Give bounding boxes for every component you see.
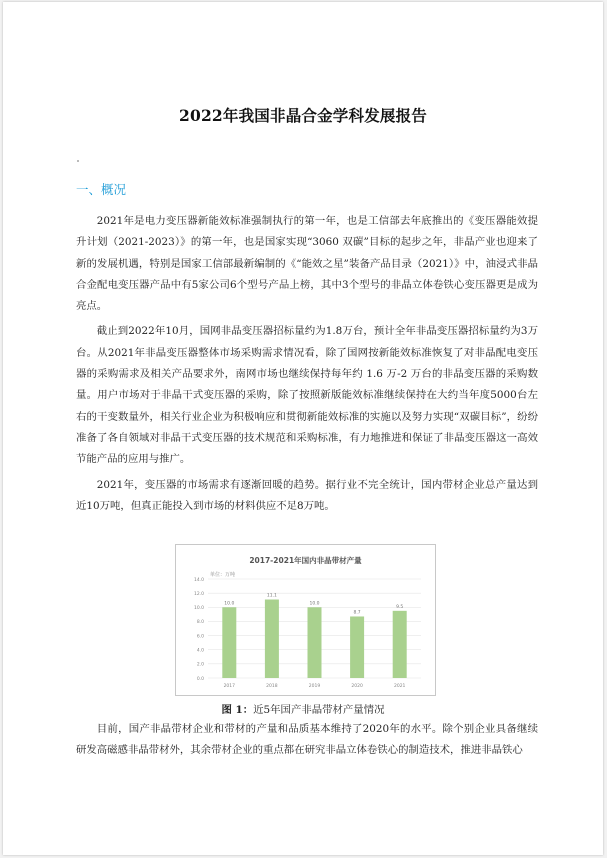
chart-title: 2017-2021年国内非晶带材产量 [249,556,362,565]
chart-x-tick-label: 2020 [351,684,363,689]
chart-data-label: 9.5 [396,604,404,610]
paragraph: 2021年，变压器的市场需求有逐渐回暖的趋势。据行业不完全统计，国内带材企业总产量达到近10万吨，但真正能投入到市场的材料供应不足8万吨。 [76,478,538,512]
chart-y-ticks [194,577,204,682]
chart-y-tick-label: 10.0 [193,606,204,612]
paragraph: 截止到2022年10月，国网非晶变压器招标量约为1.8万台，预计全年非晶变压器招标量约为3万台。从2021年非晶变压器整体市场采购需求情况看，除了国网按新能效标准恢复了对非晶配电变压器的采购需求及相关产品要求外，南网市场也继续保持每年约 1.6 万-2 万台的非晶变压器的采购数量。用户市场对于非晶干式变压器的采购，除了按照新版能效标准继续保持在大约当年度5000台左右的干变数量外，相关行业企业为积极响应和贯彻新能效标准的实施以及努力实现“双碳目标”，纷纷准备了各自领域对非晶干式变压器的技术规范和采购标准，有力地推进和保证了非晶变压器这一高效节能产品的应用与推广。 [76,325,538,466]
chart-bar [350,616,364,678]
decorative-dot [77,160,79,162]
chart-bar [393,611,407,678]
paragraph: 目前，国产非晶带材企业和带材的产量和品质基本维持了2020年的水平。除个别企业具备继续研发高磁感非晶带材外，其余带材企业的重点都在研究非晶立体卷铁心的制造技术，推进非晶铁心 [76,723,538,757]
chart-data-label: 10.0 [309,601,320,607]
chart-y-tick-label: 14.0 [193,577,204,583]
section-heading: 一、概况 [76,182,127,197]
chart-x-tick-label: 2017 [223,684,236,689]
chart-bar [222,607,236,678]
chart-bars [222,600,406,678]
chart-x-tick-label: 2021 [393,684,406,689]
chart-y-axis-label: 单位：万吨 [210,572,236,578]
chart-data-label: 10.0 [224,601,235,607]
bar-chart [175,544,436,696]
chart-y-tick-label: 6.0 [196,634,204,640]
chart-x-tick-label: 2018 [266,684,278,689]
figure-caption [3,701,603,716]
chart-data-label: 11.1 [266,593,277,599]
paragraph: 2021年是电力变压器新能效标准强制执行的第一年，也是工信部去年底推出的《变压器能效提升计划（2021-2023）》的第一年，也是国家实现“3060 双碳”目标的起步之年，非晶产业也迎来了新的发展机遇，特别是国家工信部最新编制的《“能效之星”装备产品目录（2021）》中，油浸式非晶合金配电变压器产品中有5家公司6个型号产品上榜，其中3个型号的非晶立体卷铁心变压器更是成为亮点。 [76,215,538,313]
body-text-block-2 [76,719,538,766]
chart-y-tick-label: 0.0 [196,676,204,682]
document-title: 2022年我国非晶合金学科发展报告 [178,106,428,125]
chart-bar [308,607,322,678]
figure-caption-label: 图 1： [221,704,254,716]
chart-y-tick-label: 2.0 [196,662,204,668]
document-page [3,2,603,855]
chart-bar [265,600,279,678]
chart-x-tick-label: 2019 [308,684,321,689]
chart-y-tick-label: 8.0 [196,620,204,626]
chart-y-tick-label: 12.0 [193,591,204,597]
chart-y-tick-label: 4.0 [196,648,204,654]
chart-data-label: 8.7 [353,610,361,616]
figure-caption-text: 近5年国产非晶带材产量情况 [253,704,385,716]
body-text-block [76,211,538,521]
chart-svg [176,545,435,695]
chart-x-ticks [224,683,406,689]
